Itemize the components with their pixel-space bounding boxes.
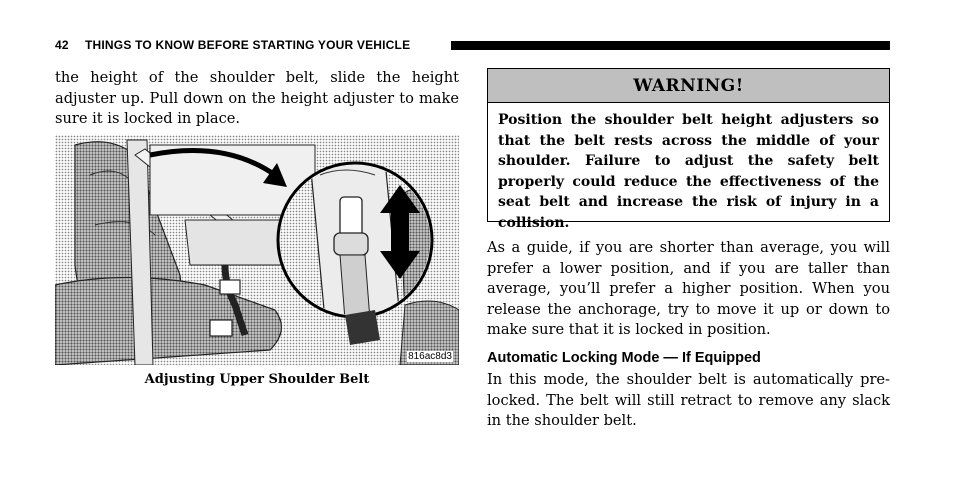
shoulder-belt-illustration [55,135,459,365]
locking-mode-paragraph: In this mode, the shoulder belt is automatically pre-locked. The belt will still retract to remove any slack in the shoulder belt. [487,371,890,429]
subheading-automatic-locking: Automatic Locking Mode — If Equipped [487,350,761,366]
figure-caption: Adjusting Upper Shoulder Belt [144,372,370,387]
figure-code: 816ac8d3 [408,351,452,362]
header-rule [451,41,890,50]
page-header [55,38,890,54]
warning-body: Position the shoulder belt height adjusters so that the belt rests across the middle of your shoulder. Failure to adjust the safety belt properly could reduce the effectiveness of the seat belt and increase the risk of injury in a collision. [498,112,879,231]
guide-paragraph: As a guide, if you are shorter than average, you will prefer a lower position, and if you are taller than average, you’ll prefer a higher position. When you release the anchorage, try to move it up or down to make sure that it is locked in position. [487,239,890,338]
section-title: THINGS TO KNOW BEFORE STARTING YOUR VEHICLE [85,38,411,52]
warning-title: WARNING! [488,69,889,103]
warning-box [487,68,890,231]
page-number: 42 [55,38,69,52]
intro-paragraph: the height of the shoulder belt, slide the height adjuster up. Pull down on the height adjuster to make sure it is locked in place. [55,69,459,127]
